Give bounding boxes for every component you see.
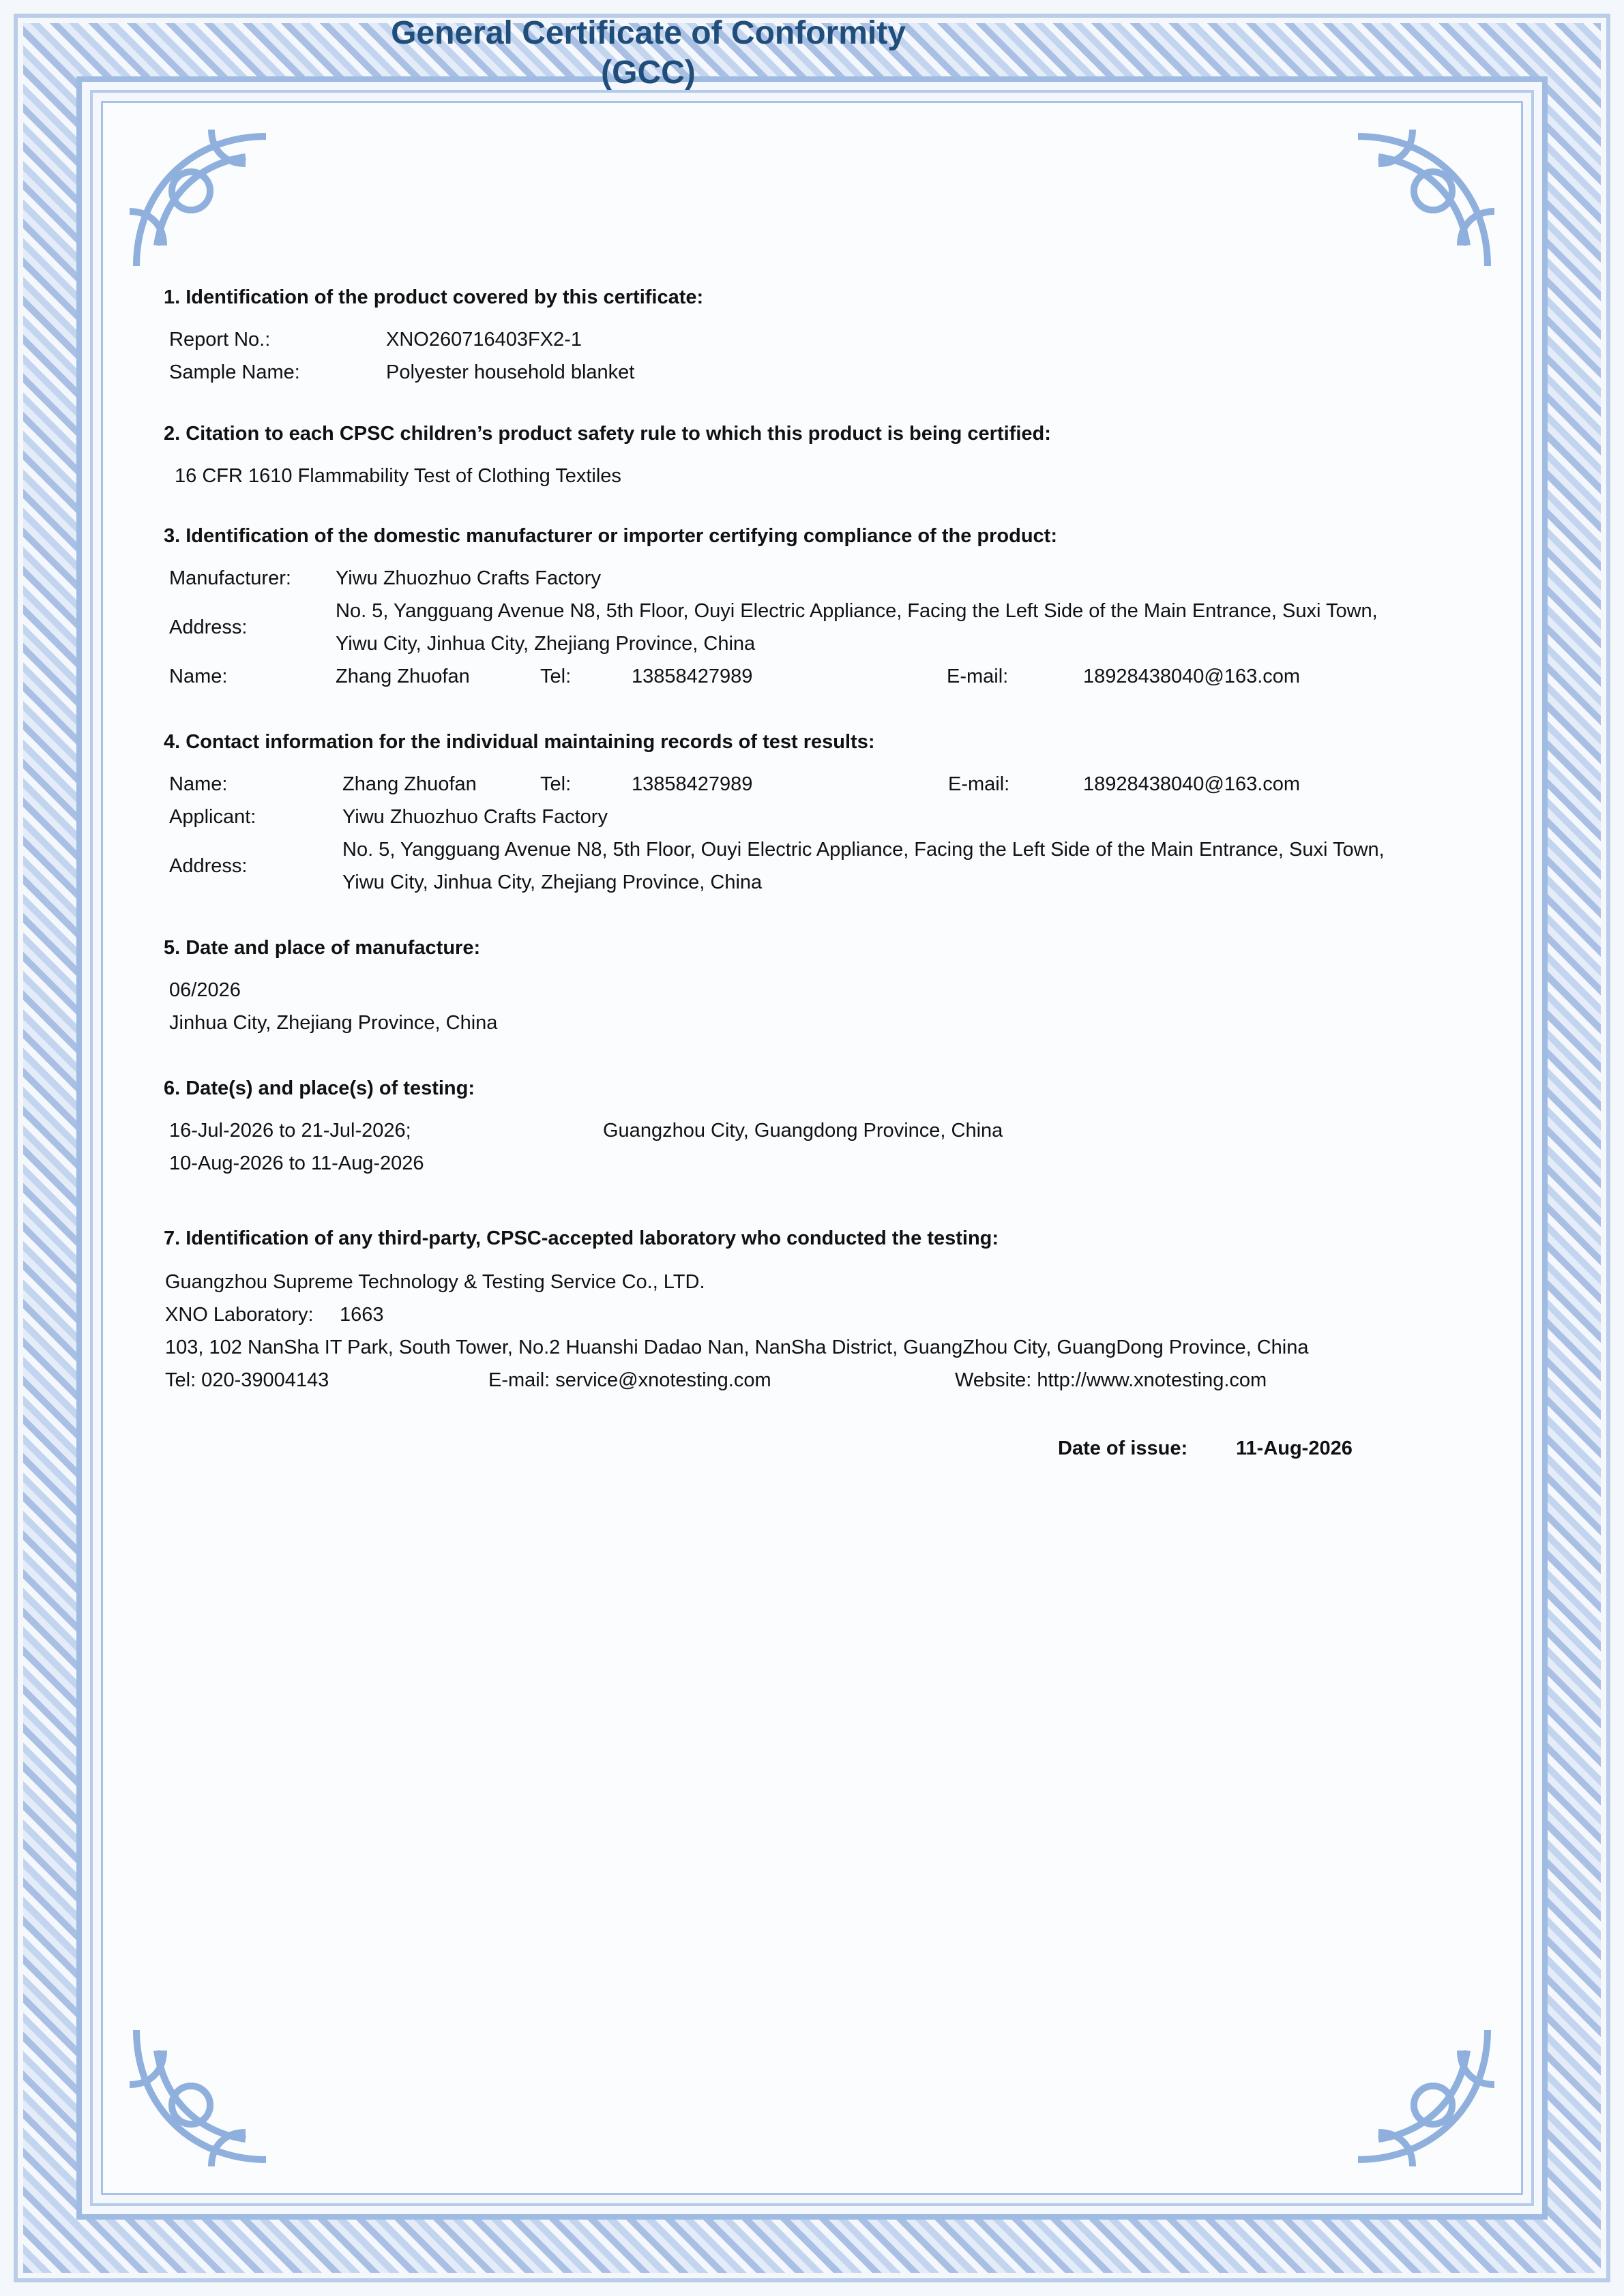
testing-place: Guangzhou City, Guangdong Province, China: [603, 1120, 1003, 1142]
email-label: E-mail:: [947, 666, 1009, 687]
sample-name-label: Sample Name:: [169, 361, 300, 383]
report-no-label: Report No.:: [169, 329, 271, 351]
section-2-heading: 2. Citation to each CPSC children’s product safety rule to which this product is being certified:: [164, 423, 1051, 445]
contact-address-line-1: No. 5, Yangguang Avenue N8, 5th Floor, Ouyi Electric Appliance, Facing the Left Side of the Main Entrance, Suxi Town,: [342, 839, 1385, 861]
title-line-1: General Certificate of Conformity: [391, 15, 906, 51]
applicant-value: Yiwu Zhuozhuo Crafts Factory: [342, 806, 608, 828]
safety-rule: 16 CFR 1610 Flammability Test of Clothing Textiles: [175, 465, 621, 487]
section-3-heading: 3. Identification of the domestic manufacturer or importer certifying compliance of the product:: [164, 525, 1057, 547]
contact-tel-label: Tel:: [540, 773, 572, 795]
lab-id-value: 1663: [340, 1304, 384, 1326]
address-label: Address:: [169, 616, 248, 638]
corner-ornament-top-right: [1338, 109, 1515, 286]
certificate-title: [0, 14, 1460, 93]
issue-date-value: 11-Aug-2026: [1236, 1437, 1353, 1459]
contact-address-line-2: Yiwu City, Jinhua City, Zhejiang Province, China: [342, 871, 763, 893]
section-6-heading: 6. Date(s) and place(s) of testing:: [164, 1077, 475, 1099]
lab-id-label: XNO Laboratory:: [165, 1304, 314, 1326]
lab-name: Guangzhou Supreme Technology & Testing Service Co., LTD.: [165, 1271, 705, 1293]
tel-value: 13858427989: [632, 666, 753, 687]
corner-ornament-bottom-right: [1338, 2010, 1515, 2187]
contact-name-value: Zhang Zhuofan: [342, 773, 477, 795]
corner-ornament-bottom-left: [109, 2010, 286, 2187]
sample-name-value: Polyester household blanket: [386, 361, 635, 383]
contact-tel-value: 13858427989: [632, 773, 753, 795]
manufacture-date: 06/2026: [169, 979, 241, 1001]
contact-name-label: Name:: [169, 773, 228, 795]
lab-email: E-mail: service@xnotesting.com: [488, 1369, 771, 1391]
corner-ornament-top-left: [109, 109, 286, 286]
manufacturer-value: Yiwu Zhuozhuo Crafts Factory: [336, 567, 601, 589]
address-line-1: No. 5, Yangguang Avenue N8, 5th Floor, Ouyi Electric Appliance, Facing the Left Side of the Main Entrance, Suxi Town,: [336, 600, 1378, 622]
lab-address: 103, 102 NanSha IT Park, South Tower, No.2 Huanshi Dadao Nan, NanSha District, GuangZhou City, GuangDong Province, China: [165, 1337, 1309, 1358]
lab-website: Website: http://www.xnotesting.com: [955, 1369, 1267, 1391]
issue-date-label: Date of issue:: [1058, 1437, 1188, 1459]
applicant-label: Applicant:: [169, 806, 256, 828]
name-label: Name:: [169, 666, 228, 687]
lab-tel: Tel: 020-39004143: [165, 1369, 329, 1391]
contact-email-value: 18928438040@163.com: [1083, 773, 1301, 795]
manufacturer-label: Manufacturer:: [169, 567, 291, 589]
contact-email-label: E-mail:: [948, 773, 1010, 795]
name-value: Zhang Zhuofan: [336, 666, 470, 687]
address-line-2: Yiwu City, Jinhua City, Zhejiang Province, China: [336, 633, 756, 655]
manufacture-place: Jinhua City, Zhejiang Province, China: [169, 1012, 498, 1034]
tel-label: Tel:: [540, 666, 572, 687]
report-no-value: XNO260716403FX2-1: [386, 329, 582, 351]
section-7-heading: 7. Identification of any third-party, CPSC-accepted laboratory who conducted the testing:: [164, 1227, 999, 1249]
testing-date-2: 10-Aug-2026 to 11-Aug-2026: [169, 1152, 424, 1174]
email-value: 18928438040@163.com: [1083, 666, 1301, 687]
section-1-heading: 1. Identification of the product covered by this certificate:: [164, 286, 704, 308]
section-4-heading: 4. Contact information for the individual maintaining records of test results:: [164, 731, 875, 753]
title-line-2: (GCC): [601, 55, 696, 91]
frame-inner: [101, 101, 1523, 2195]
section-5-heading: 5. Date and place of manufacture:: [164, 937, 481, 959]
contact-address-label: Address:: [169, 855, 248, 877]
testing-date-1: 16-Jul-2026 to 21-Jul-2026;: [169, 1120, 411, 1142]
